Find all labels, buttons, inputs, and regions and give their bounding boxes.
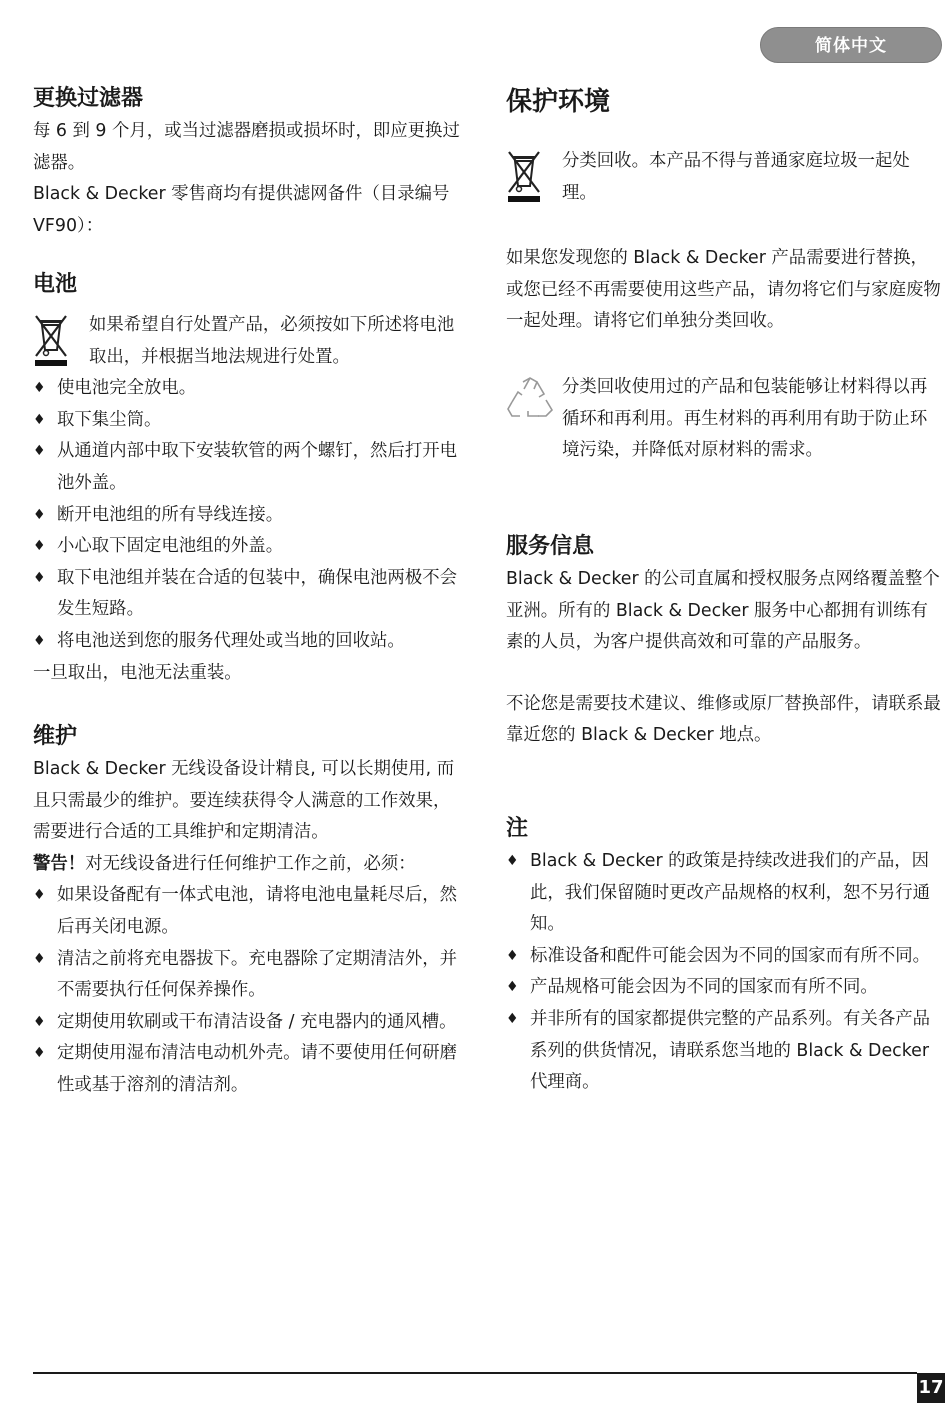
list-item: ♦ 将电池送到您的服务代理处或当地的回收站。 xyxy=(33,626,465,658)
list-item: ♦ 清洁之前将充电器拔下。充电器除了定期清洁外，并不需要执行任何保养操作。 xyxy=(33,944,465,1007)
maintenance-warning xyxy=(33,849,465,881)
bullet-icon: ♦ xyxy=(33,538,46,555)
battery-closing: 一旦取出，电池无法重装。 xyxy=(33,662,242,683)
crossed-bin-icon xyxy=(33,312,69,370)
language-tab: 简体中文 xyxy=(760,27,942,63)
battery-section xyxy=(33,268,465,689)
note-heading: 注 xyxy=(506,816,529,841)
list-item: ♦ Black & Decker 的政策是持续改进我们的产品，因此，我们保留随时更改产品规格的权利，恕不另行通知。 xyxy=(506,846,944,941)
bullet-icon: ♦ xyxy=(506,1010,519,1027)
maintenance-section xyxy=(33,720,465,1102)
bullet-icon: ♦ xyxy=(33,1045,46,1062)
replace-paragraph: 如果您发现您的 Black & Decker 产品需要进行替换，或您已经不再需要使用这些产品，请勿将它们与家庭废物一起处理。请将它们单独分类回收。 xyxy=(506,248,941,332)
list-item: ♦ 定期使用湿布清洁电动机外壳。请不要使用任何研磨性或基于溶剂的清洁剂。 xyxy=(33,1038,465,1101)
service-paragraph-2: 不论您是需要技术建议、维修或原厂替换部件，请联系最靠近您的 Black & Decker 地点。 xyxy=(506,693,941,746)
list-item: ♦ 标准设备和配件可能会因为不同的国家而有所不同。 xyxy=(506,941,944,973)
list-item: ♦ 从通道内部中取下安装软管的两个螺钉，然后打开电池外盖。 xyxy=(33,436,465,499)
environment-heading: 保护环境 xyxy=(506,87,611,117)
list-item: ♦ 定期使用软刷或干布清洁设备 / 充电器内的通风槽。 xyxy=(33,1007,465,1039)
sorting-text: 分类回收。本产品不得与普通家庭垃圾一起处理。 xyxy=(562,151,910,203)
maintenance-heading: 维护 xyxy=(33,724,78,749)
list-item: ♦ 并非所有的国家都提供完整的产品系列。有关各产品系列的供货情况，请联系您当地的 Black & Decker 代理商。 xyxy=(506,1004,944,1099)
environment-section xyxy=(506,80,944,467)
service-heading: 服务信息 xyxy=(506,534,595,559)
crossed-bin-icon xyxy=(506,148,542,206)
sorting-row xyxy=(506,146,944,209)
service-section xyxy=(506,530,944,752)
list-item: ♦ 取下电池组并装在合适的包装中，确保电池两极不会发生短路。 xyxy=(33,563,465,626)
filter-paragraph-2: Black & Decker 零售商均有提供滤网备件（目录编号 VF90）： xyxy=(33,184,450,236)
bullet-icon: ♦ xyxy=(33,411,46,428)
note-section xyxy=(506,812,944,1099)
bullet-icon: ♦ xyxy=(33,443,46,460)
bullet-icon: ♦ xyxy=(33,950,46,967)
warning-text: 对无线设备进行任何维护工作之前，必须： xyxy=(85,853,416,874)
warning-label: 警告！ xyxy=(33,853,86,874)
bullet-icon: ♦ xyxy=(506,947,519,964)
note-list xyxy=(506,846,944,1099)
recycle-row xyxy=(506,372,944,467)
filter-section xyxy=(33,82,465,242)
bullet-icon: ♦ xyxy=(506,979,519,996)
page-number: 17 xyxy=(917,1373,945,1403)
list-item: ♦ 小心取下固定电池组的外盖。 xyxy=(33,531,465,563)
battery-steps xyxy=(33,373,465,657)
list-item: ♦ 断开电池组的所有导线连接。 xyxy=(33,500,465,532)
recycle-text: 分类回收使用过的产品和包装能够让材料得以再循环和再利用。再生材料的再利用有助于防止环境污染，并降低对原材料的需求。 xyxy=(562,376,928,461)
maintenance-paragraph: Black & Decker 无线设备设计精良, 可以长期使用, 而且只需最少的维护。要连续获得令人满意的工作效果，需要进行合适的工具维护和定期清洁。 xyxy=(33,759,455,843)
battery-intro: 如果希望自行处置产品，必须按如下所述将电池取出，并根据当地法规进行处置。 xyxy=(89,315,455,367)
battery-disposal-row xyxy=(33,310,465,373)
service-paragraph-1: Black & Decker 的公司直属和授权服务点网络覆盖整个亚洲。所有的 Black & Decker 服务中心都拥有训练有素的人员，为客户提供高效和可靠的产品服务。 xyxy=(506,569,940,653)
list-item: ♦ 产品规格可能会因为不同的国家而有所不同。 xyxy=(506,972,944,1004)
maintenance-steps xyxy=(33,880,465,1101)
bullet-icon: ♦ xyxy=(33,632,46,649)
bullet-icon: ♦ xyxy=(33,569,46,586)
list-item: ♦ 取下集尘筒。 xyxy=(33,405,465,437)
bullet-icon: ♦ xyxy=(506,853,519,869)
bullet-icon: ♦ xyxy=(33,506,46,523)
bullet-icon: ♦ xyxy=(33,887,46,904)
filter-paragraph-1: 每 6 到 9 个月，或当过滤器磨损或损坏时，即应更换过滤器。 xyxy=(33,121,460,173)
list-item: ♦ 如果设备配有一体式电池，请将电池电量耗尽后，然后再关闭电源。 xyxy=(33,880,465,943)
footer-divider xyxy=(33,1372,917,1374)
bullet-icon: ♦ xyxy=(33,1013,46,1030)
bullet-icon: ♦ xyxy=(33,380,46,397)
filter-heading: 更换过滤器 xyxy=(33,86,144,111)
battery-heading: 电池 xyxy=(33,272,78,297)
list-item: ♦ 使电池完全放电。 xyxy=(33,373,465,405)
recycle-icon xyxy=(506,376,554,424)
